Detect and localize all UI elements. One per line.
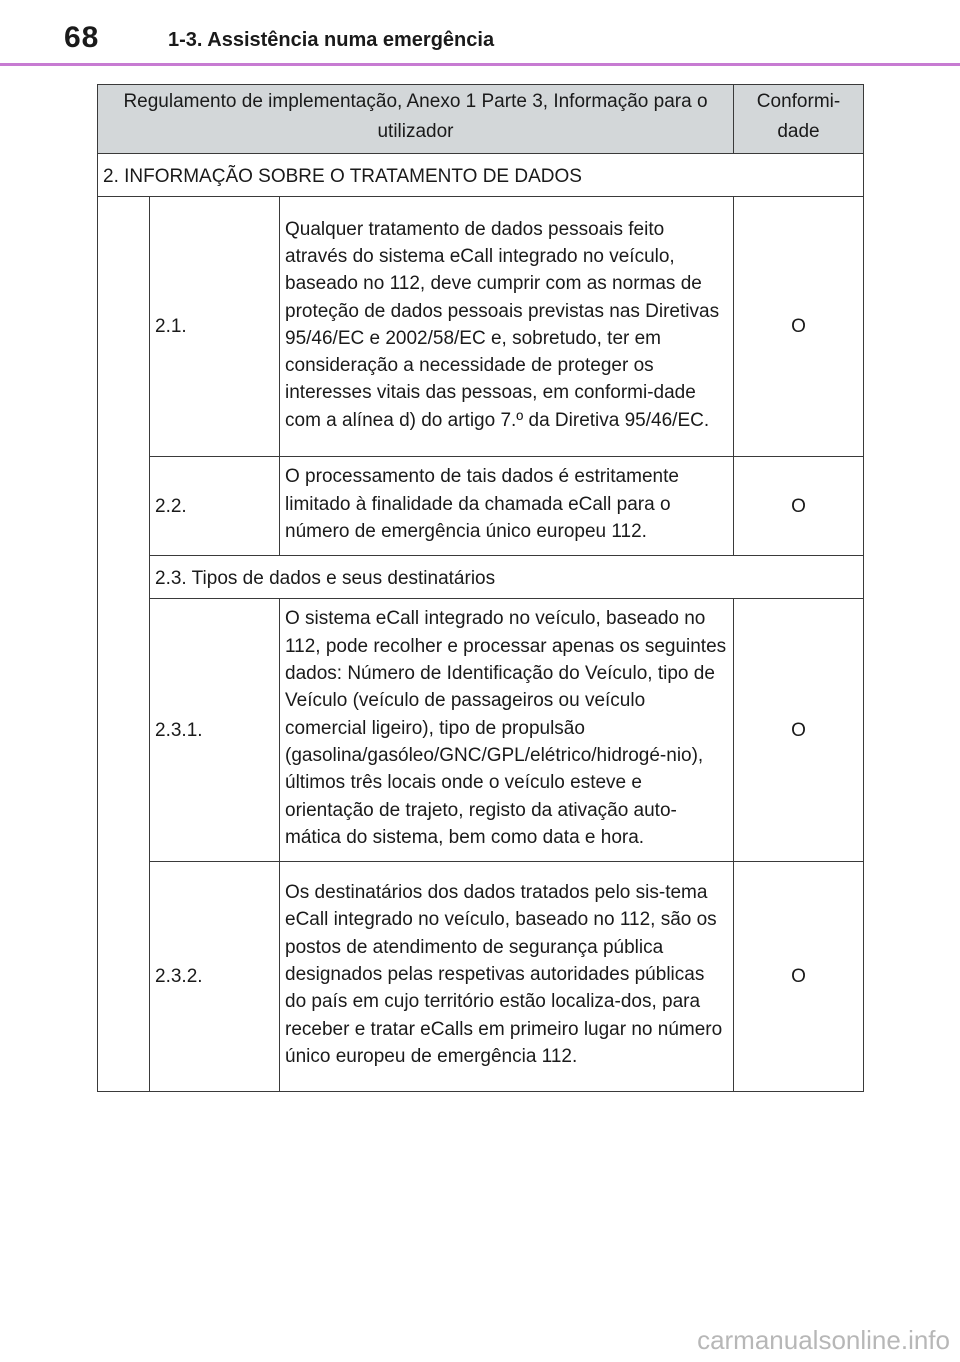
row-number: 2.3.2. xyxy=(150,862,280,1092)
header-regulation: Regulamento de implementação, Anexo 1 Parte 3, Informação para o utilizador xyxy=(98,85,734,154)
row-text: O processamento de tais dados é estritamente limitado à finalidade da chamada eCall para o número de emergência único europeu 112. xyxy=(280,457,734,556)
header-conformity: Conformi-dade xyxy=(734,85,864,154)
row-text: O sistema eCall integrado no veículo, baseado no 112, pode recolher e processar apenas os seguintes dados: Número de Identificação do Veículo, tipo de Veículo (veículo de passageiros ou veículo comercial ligeiro), tipo de propulsão (gasolina/gasóleo/GNC/GPL/elétrico/hidrogé-nio), últimos três locais onde o veículo esteve e orientação de trajeto, registo da ativação auto-mática do sistema, bem como data e hora. xyxy=(280,599,734,862)
row-number: 2.2. xyxy=(150,457,280,556)
page-number: 68 xyxy=(64,21,100,54)
row-text: Os destinatários dos dados tratados pelo sis-tema eCall integrado no veículo, baseado no 112, são os postos de atendimento de segurança pública designados pelas respetivas autoridades públicas do país em cujo território estão localiza-dos, para receber e tratar eCalls em primeiro lugar no número único europeu de emergência 112. xyxy=(280,862,734,1092)
row-conformity: O xyxy=(734,197,864,457)
row-text: Qualquer tratamento de dados pessoais feito através do sistema eCall integrado no veículo, baseado no 112, deve cumprir com as normas de proteção de dados pessoais previstas nas Diretivas 95/46/EC e 2002/58/EC e, sobretudo, ter em consideração a necessidade de proteger os interesses vitais das pessoas, em conformi-dade com a alínea d) do artigo 7.º da Diretiva 95/46/EC. xyxy=(280,197,734,457)
table-header-row xyxy=(98,85,864,154)
row-number: 2.1. xyxy=(150,197,280,457)
table-row xyxy=(98,457,864,556)
row-conformity: O xyxy=(734,599,864,862)
subsection-heading: 2.3. Tipos de dados e seus destinatários xyxy=(150,556,864,599)
regulation-table xyxy=(97,84,864,1092)
indent-cell xyxy=(98,197,150,1092)
table-row xyxy=(98,599,864,862)
subsection-heading-row xyxy=(98,556,864,599)
section-heading-row xyxy=(98,154,864,197)
table-row xyxy=(98,197,864,457)
row-conformity: O xyxy=(734,457,864,556)
section-heading: 2. INFORMAÇÃO SOBRE O TRATAMENTO DE DADOS xyxy=(98,154,864,197)
watermark-text: carmanualsonline.info xyxy=(697,1325,950,1355)
header-divider xyxy=(0,63,960,66)
table-row xyxy=(98,862,864,1092)
row-conformity: O xyxy=(734,862,864,1092)
section-title: 1-3. Assistência numa emergência xyxy=(168,29,495,51)
row-number: 2.3.1. xyxy=(150,599,280,862)
page-header xyxy=(0,0,960,66)
